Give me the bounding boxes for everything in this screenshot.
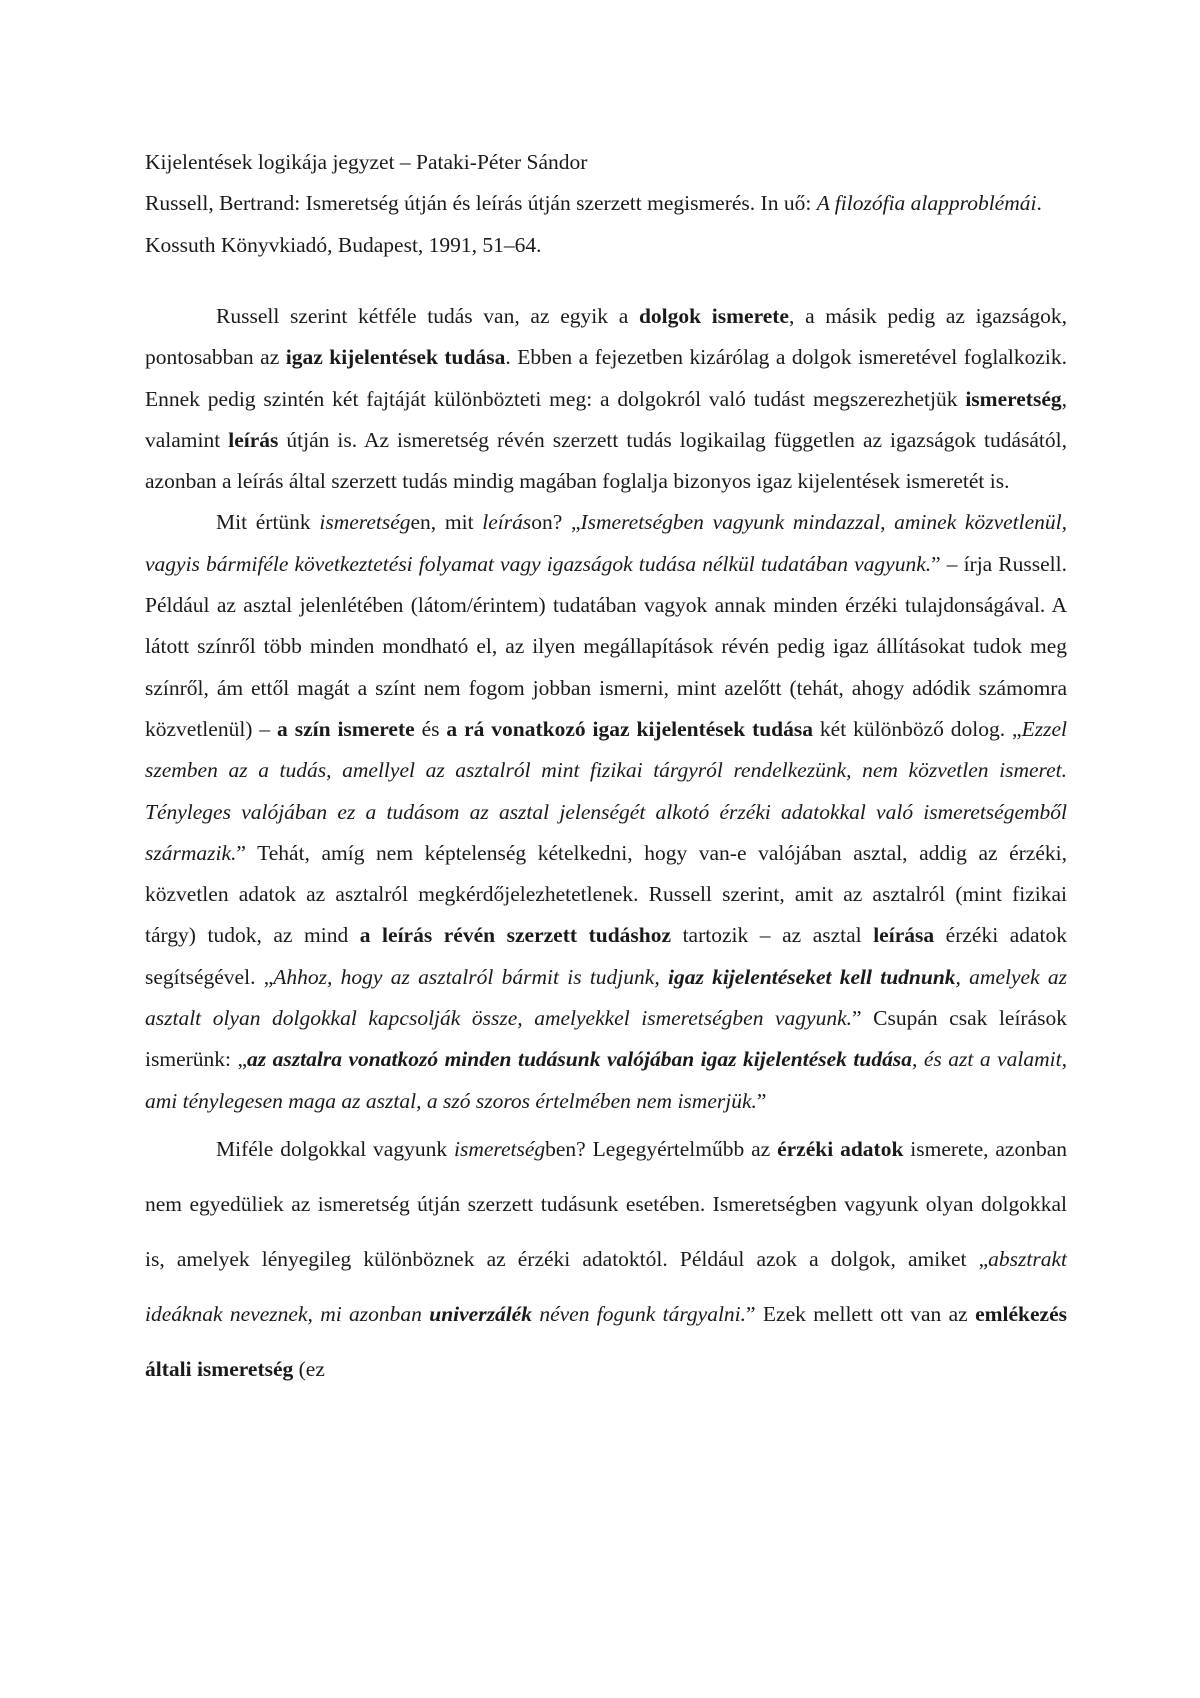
text-run: en, mit [410,510,483,535]
text-run: Russell, Bertrand: Ismeretség útján és leírás útján szerzett megismerés. In uő: [145,191,817,215]
text-run: dolgok ismerete [638,304,789,328]
text-run: Ahhoz, hogy az asztalról bármit is tudjunk, [273,964,668,989]
text-run: . Kossuth Könyvkiadó, Budapest, 1991, 51–64. [145,191,1042,257]
text-run: on? „ [531,510,581,535]
paragraph-1 [145,296,1067,502]
text-run: , valamint [145,386,1067,452]
text-run: , a másik pedig az igazságok, pontosabban az [145,304,1067,370]
text-run: tartozik – az asztal [671,923,874,948]
text-run: (ez [293,1356,325,1381]
text-run: Ezzel szemben az a tudás, amellyel az asztalról mint fizikai tárgyról rendelkezünk, nem közvetlen ismeret. Tényleges valójában ez a tudásom az asztal jelenségét alkotó érzéki adatokkal való ismeretségemből származik. [145,716,1067,865]
text-run: absztrakt ideáknak neveznek, mi azonban [145,1246,1067,1326]
text-run: igaz kijelentések tudása [285,345,506,370]
text-run: az asztalra vonatkozó minden tudásunk valójában igaz kijelentések tudása [247,1047,912,1072]
text-run: Ismeretségben vagyunk mindazzal, aminek közvetlenül, vagyis bármiféle következtetési folyamat vagy igazságok tudása nélkül tudatában vagyunk. [145,510,1067,576]
text-run: és [414,716,447,741]
text-run: ” [756,1088,767,1113]
text-run: emlékezés általi ismeretség [145,1301,1067,1381]
text-run: ismeretség [965,386,1062,411]
text-run: útján is. Az ismeretség révén szerzett tudás logikailag független az igazságok tudásától, azonban a leírás által szerzett tudás mindig magában foglalja bizonyos igaz kijelentések ismeretét is. [145,427,1068,494]
text-run: ” Csupán csak leírások ismerünk: „ [145,1006,1067,1072]
text-run: két különböző dolog. „ [813,716,1022,741]
paragraph-3 [145,1122,1067,1397]
text-run: a szín ismerete [277,716,415,741]
document-page [145,143,1067,1397]
text-run: igaz kijelentéseket kell tudnunk [667,964,956,989]
text-run: Miféle dolgokkal vagyunk [216,1136,454,1161]
text-run: leírás [228,427,279,452]
text-run: , amelyek az asztalt olyan dolgokkal kapcsolják össze, amelyekkel ismeretségben vagyunk. [145,964,1067,1031]
text-run: leírása [873,923,935,948]
text-run: Russell szerint kétféle tudás van, az egyik a [216,304,639,328]
text-run: ” – írja Russell. Például az asztal jelenlétében (látom/érintem) tudatában vagyok annak minden érzéki tulajdonságával. A látott színről több minden mondható el, az ilyen megállapítások révén pedig igaz állításokat tudok meg színről, ám ettől magát a színt nem fogom jobban ismerni, mint azelőtt (tehát, ahogy adódik számomra közvetlenül) – [145,551,1067,741]
text-run: ismerete, azonban nem egyedüliek az ismeretség útján szerzett tudásunk esetében. Ismeretségben vagyunk olyan dolgokkal is, amelyek lényegileg különböznek az érzéki adatoktól. Például azok a dolgok, amiket „ [145,1136,1067,1271]
text-run: ” Ezek mellett ott van az [746,1301,976,1326]
text-run: érzéki adatok segítségével. „ [145,923,1068,989]
text-run: leírás [482,510,532,535]
text-run: . Ebben a fejezetben kizárólag a dolgok ismeretével foglalkozik. Ennek pedig szintén két fajtáját különbözteti meg: a dolgokról való tudást megszerezhetjük [145,345,1068,411]
text-run: univerzálék [429,1301,532,1326]
text-run: ben? Legegyértelműbb az [545,1136,778,1161]
paragraph-2 [145,502,1067,1121]
text-run: , és azt a valamit, ami ténylegesen maga az asztal, a szó szoros értelmében nem ismerjük. [145,1047,1067,1113]
text-run: ismeretség [453,1136,546,1161]
text-run: ismeretség [319,510,411,535]
text-run: A filozófia alapproblémái [816,191,1037,215]
text-run: néven fogunk tárgyalni. [531,1301,747,1326]
text-run: Mit értünk [216,510,320,535]
text-run: ” Tehát, amíg nem képtelenség kételkedni, hogy van-e valójában asztal, addig az érzéki, közvetlen adatok az asztalról megkérdőjelezhetetlenek. Russell szerint, amit az asztalról (mint fizikai tárgy) tudok, az mind [145,840,1067,948]
text-run: a rá vonatkozó igaz kijelentések tudása [446,716,814,741]
bibliographic-citation [145,182,1067,266]
spacer [145,266,1067,296]
text-run: érzéki adatok [777,1136,904,1161]
document-header: Kijelentések logikája jegyzet – Pataki-Péter Sándor [145,150,588,174]
text-run: a leírás révén szerzett tudáshoz [359,923,672,948]
